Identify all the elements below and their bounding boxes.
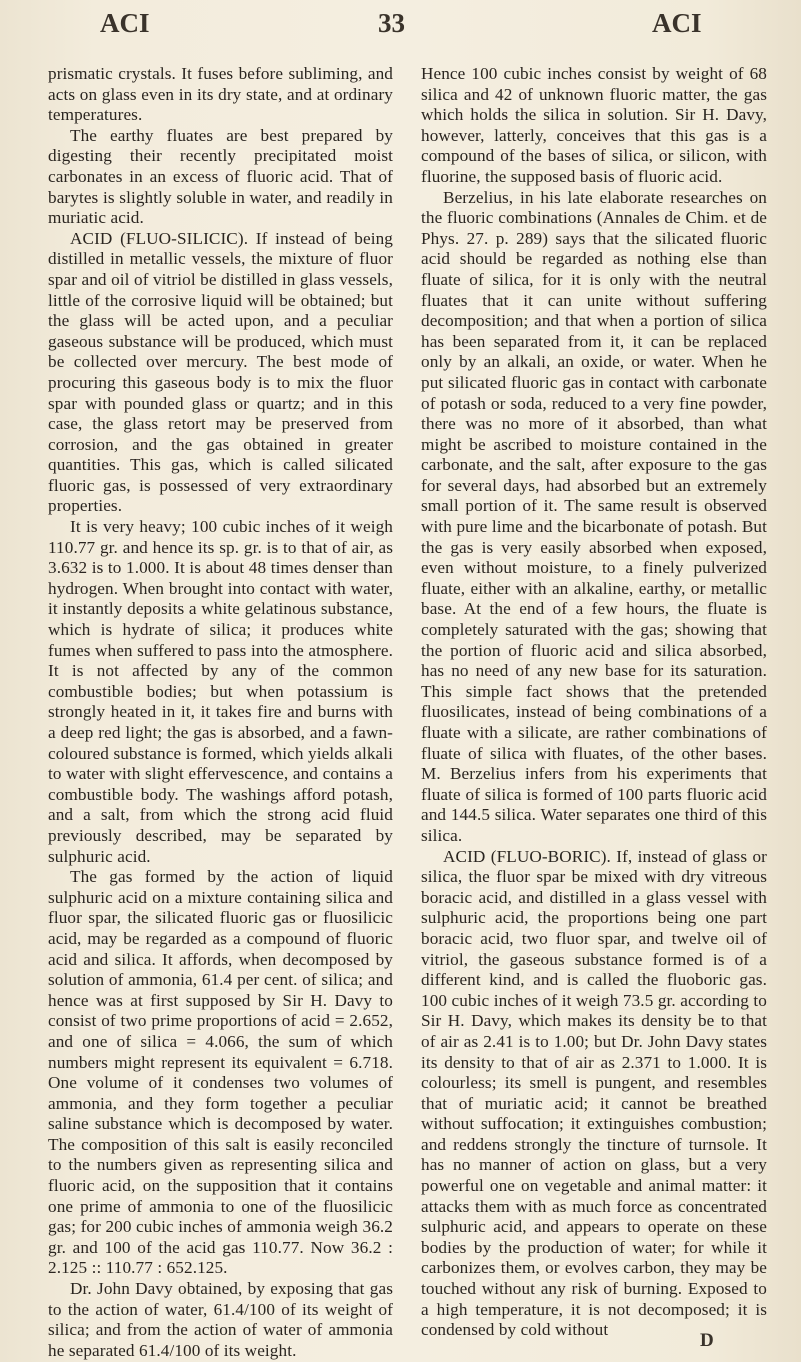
header-right-keyword: ACI [652, 8, 702, 38]
paragraph: Berzelius, in his late elaborate researches on the fluoric combinations (Annales de Chim. et de Phys. 27. p. 289) says that the silicated fluoric acid should be regarded as nothing else than fluate of silica, for it is only with the neutral fluates that it can unite without suffering decomposition; and that when a portion of silica has been separated from it, it can be replaced only by an alkali, an oxide, or water. When he put silicated fluoric gas in contact with carbonate of potash or soda, reduced to a very fine powder, there was no more of it absorbed, than what might be ascribed to moisture contained in the carbonate, and the salt, after exposure to the gas for several days, had absorbed but an extremely small portion of it. The same result is observed with pure lime and the bicarbonate of potash. But the gas is very easily absorbed when exposed, even without moisture, to a finely pulverized fluate, either with an alkaline, earthy, or metallic base. At the end of a few hours, the fluate is completely saturated with the gas; showing that the portion of fluoric acid and silica absorbed, has no need of any new base for its saturation. This simple fact shows that the pretended fluosilicates, instead of being combinations of a fluate with a silicate, are rather combinations of fluate of silica with fluates, of the other bases. M. Berzelius infers from his experiments that fluate of silica is formed of 100 parts fluoric acid and 144.5 silica. Water separates one third of this silica. [421, 187, 767, 845]
running-header [0, 8, 801, 48]
entry-fluo-silicic: ACID (FLUO-SILICIC). If instead of being distilled in metallic vessels, the mixture of fluor spar and oil of vitriol be distilled in glass vessels, little of the corrosive liquid will be obtained; but the glass will be acted upon, and a peculiar gaseous substance will be produced, which must be collected over mercury. The best mode of procuring this gaseous body is to mix the fluor spar with pounded glass or quartz; and in this case, the glass retort may be preserved from corrosion, and the gas obtained in greater quantities. This gas, which is called silicated fluoric gas, is possessed of very extraordinary properties. [48, 228, 393, 516]
left-column [48, 64, 393, 1361]
paragraph: prismatic crystals. It fuses before subliming, and acts on glass even in its dry state, and at ordinary temperatures. [48, 64, 393, 125]
right-column [421, 64, 767, 1341]
page-number: 33 [378, 8, 405, 38]
entry-fluo-boric: ACID (FLUO-BORIC). If, instead of glass or silica, the fluor spar be mixed with dry vitreous boracic acid, and distilled in a glass vessel with sulphuric acid, the proportions being one part boracic acid, two fluor spar, and twelve oil of vitriol, the gaseous substance formed is of a different kind, and is called the fluoboric gas. 100 cubic inches of it weigh 73.5 gr. according to Sir H. Davy, which makes its density be to that of air as 2.41 is to 1.00; but Dr. John Davy states its density to that of air as 2.371 to 1.000. It is colourless; its smell is pungent, and resembles that of muriatic acid; it cannot be breathed without suffocation; it extinguishes combustion; and reddens strongly the tincture of turnsole. It has no manner of action on glass, but a very powerful one on vegetable and animal matter: it attacks them with as much force as concentrated sulphuric acid, and appears to operate on these bodies by the production of water; for while it carbonizes them, or evolves carbon, they may be touched without any risk of burning. Exposed to a high temperature, it is not decomposed; it is condensed by cold without [421, 846, 767, 1340]
paragraph: Hence 100 cubic inches consist by weight of 68 silica and 42 of unknown fluoric matter, the gas which holds the silica in solution. Sir H. Davy, however, latterly, conceives that this gas is a compound of the bases of silica, or silicon, with fluorine, the supposed basis of fluoric acid. [421, 64, 767, 186]
paragraph: It is very heavy; 100 cubic inches of it weigh 110.77 gr. and hence its sp. gr. is to that of air, as 3.632 is to 1.000. It is about 48 times denser than hydrogen. When brought into contact with water, it instantly deposits a white gelatinous substance, which is hydrate of silica; it produces white fumes when suffered to pass into the atmosphere. It is not affected by any of the common combustible bodies; but when potassium is strongly heated in it, it takes fire and burns with a deep red light; the gas is absorbed, and a fawn-coloured substance is formed, which yields alkali to water with slight effervescence, and contains a combustible body. The washings afford potash, and a salt, from which the strong acid fluid previously described, may be separated by sulphuric acid. [48, 517, 393, 866]
paragraph: The earthy fluates are best prepared by digesting their recently precipitated moist carbonates in an excess of fluoric acid. That of barytes is slightly soluble in water, and readily in muriatic acid. [48, 125, 393, 228]
header-left-keyword: ACI [100, 8, 150, 38]
paragraph: The gas formed by the action of liquid sulphuric acid on a mixture containing silica and fluor spar, the silicated fluoric gas or fluosilicic acid, may be regarded as a compound of fluoric acid and silica. It affords, when decomposed by solution of ammonia, 61.4 per cent. of silica; and hence was at first supposed by Sir H. Davy to consist of two prime proportions of acid = 2.652, and one of silica = 4.066, the sum of which numbers might represent its equivalent = 6.718. One volume of it condenses two volumes of ammonia, and they form together a peculiar saline substance which is decomposed by water. The composition of this salt is easily reconciled to the numbers given as representing silica and fluoric acid, on the supposition that it contains one prime of ammonia to one of the fluosilicic gas; for 200 cubic inches of ammonia weigh 36.2 gr. and 100 of the acid gas 110.77. Now 36.2 : 2.125 :: 110.77 : 652.125. [48, 867, 393, 1278]
signature-mark: D [700, 1330, 714, 1351]
paragraph: Dr. John Davy obtained, by exposing that gas to the action of water, 61.4/100 of its weight of silica; and from the action of water of ammonia he separated 61.4/100 of its weight. [48, 1279, 393, 1360]
